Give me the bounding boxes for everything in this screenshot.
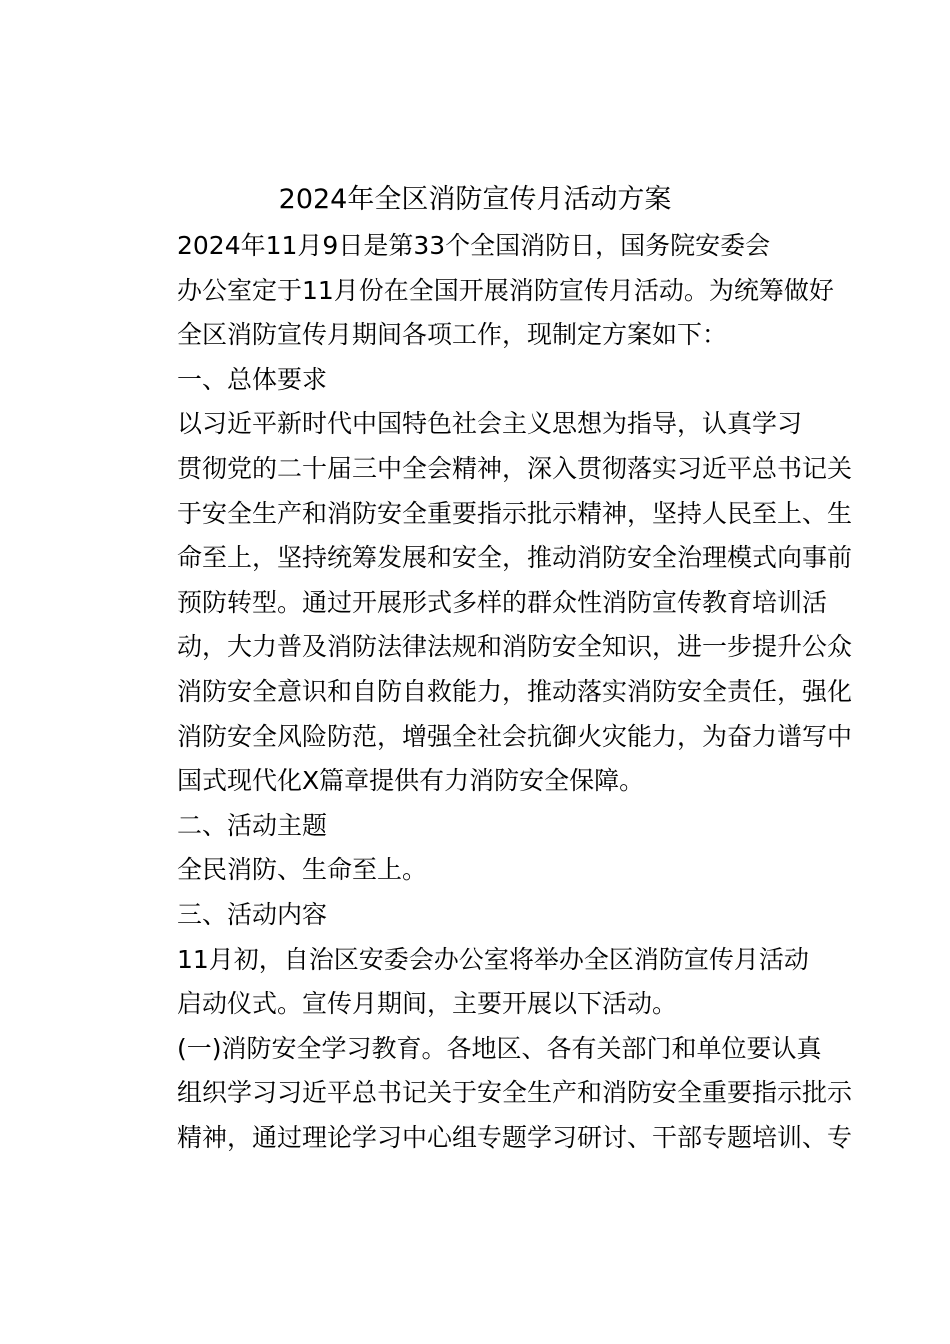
text-line: 以习近平新时代中国特色社会主义思想为指导，认真学习: [177, 409, 803, 439]
section-heading-activity-theme: [127, 804, 827, 849]
text-line: 消防安全风险防范，增强全社会抗御火灾能力，为奋力谱写中: [177, 721, 853, 751]
text-line: 国式现代化X篇章提供有力消防安全保障。: [177, 766, 645, 796]
text-line: 办公室定于11月份在全国开展消防宣传月活动。为统筹做好: [177, 275, 834, 305]
text-line: 组织学习习近平总书记关于安全生产和消防安全重要指示批示: [177, 1078, 853, 1108]
text-line: 于安全生产和消防安全重要指示批示精神，坚持人民至上、生: [177, 498, 853, 528]
document-title: 2024年全区消防宣传月活动方案: [278, 184, 672, 215]
text-line: 启动仪式。宣传月期间，主要开展以下活动。: [177, 989, 678, 1019]
text-line: 三、活动内容: [177, 899, 328, 929]
text-line: 消防安全意识和自防自救能力，推动落实消防安全责任，强化: [177, 676, 853, 706]
text-line: 一、总体要求: [177, 364, 328, 394]
text-line: 全区消防宣传月期间各项工作，现制定方案如下：: [177, 320, 728, 350]
text-line: 动，大力普及消防法律法规和消防安全知识，进一步提升公众: [177, 632, 853, 662]
section-heading-activity-content: [127, 893, 827, 938]
paragraph-activity-theme: [127, 848, 827, 893]
text-line: 命至上，坚持统筹发展和安全，推动消防安全治理模式向事前: [177, 543, 853, 573]
paragraph-launch-ceremony: [127, 938, 827, 1027]
text-line: (一)消防安全学习教育。各地区、各有关部门和单位要认真: [177, 1033, 822, 1063]
text-line: 贯彻党的二十届三中全会精神，深入贯彻落实习近平总书记关: [177, 453, 853, 483]
paragraph-intro: [127, 224, 834, 358]
text-line: 全民消防、生命至上。: [177, 855, 428, 885]
document-body: [127, 224, 853, 1160]
text-line: 二、活动主题: [177, 810, 328, 840]
text-line: 2024年11月9日是第33个全国消防日，国务院安委会: [177, 231, 771, 260]
text-line: 11月初，自治区安委会办公室将举办全区消防宣传月活动: [177, 944, 809, 974]
text-line: 预防转型。通过开展形式多样的群众性消防宣传教育培训活: [177, 587, 828, 617]
paragraph-general-requirements: [127, 402, 853, 803]
text-line: 精神，通过理论学习中心组专题学习研讨、干部专题培训、专: [177, 1122, 853, 1152]
paragraph-safety-education: [127, 1027, 853, 1161]
section-heading-general-requirements: [127, 358, 827, 403]
